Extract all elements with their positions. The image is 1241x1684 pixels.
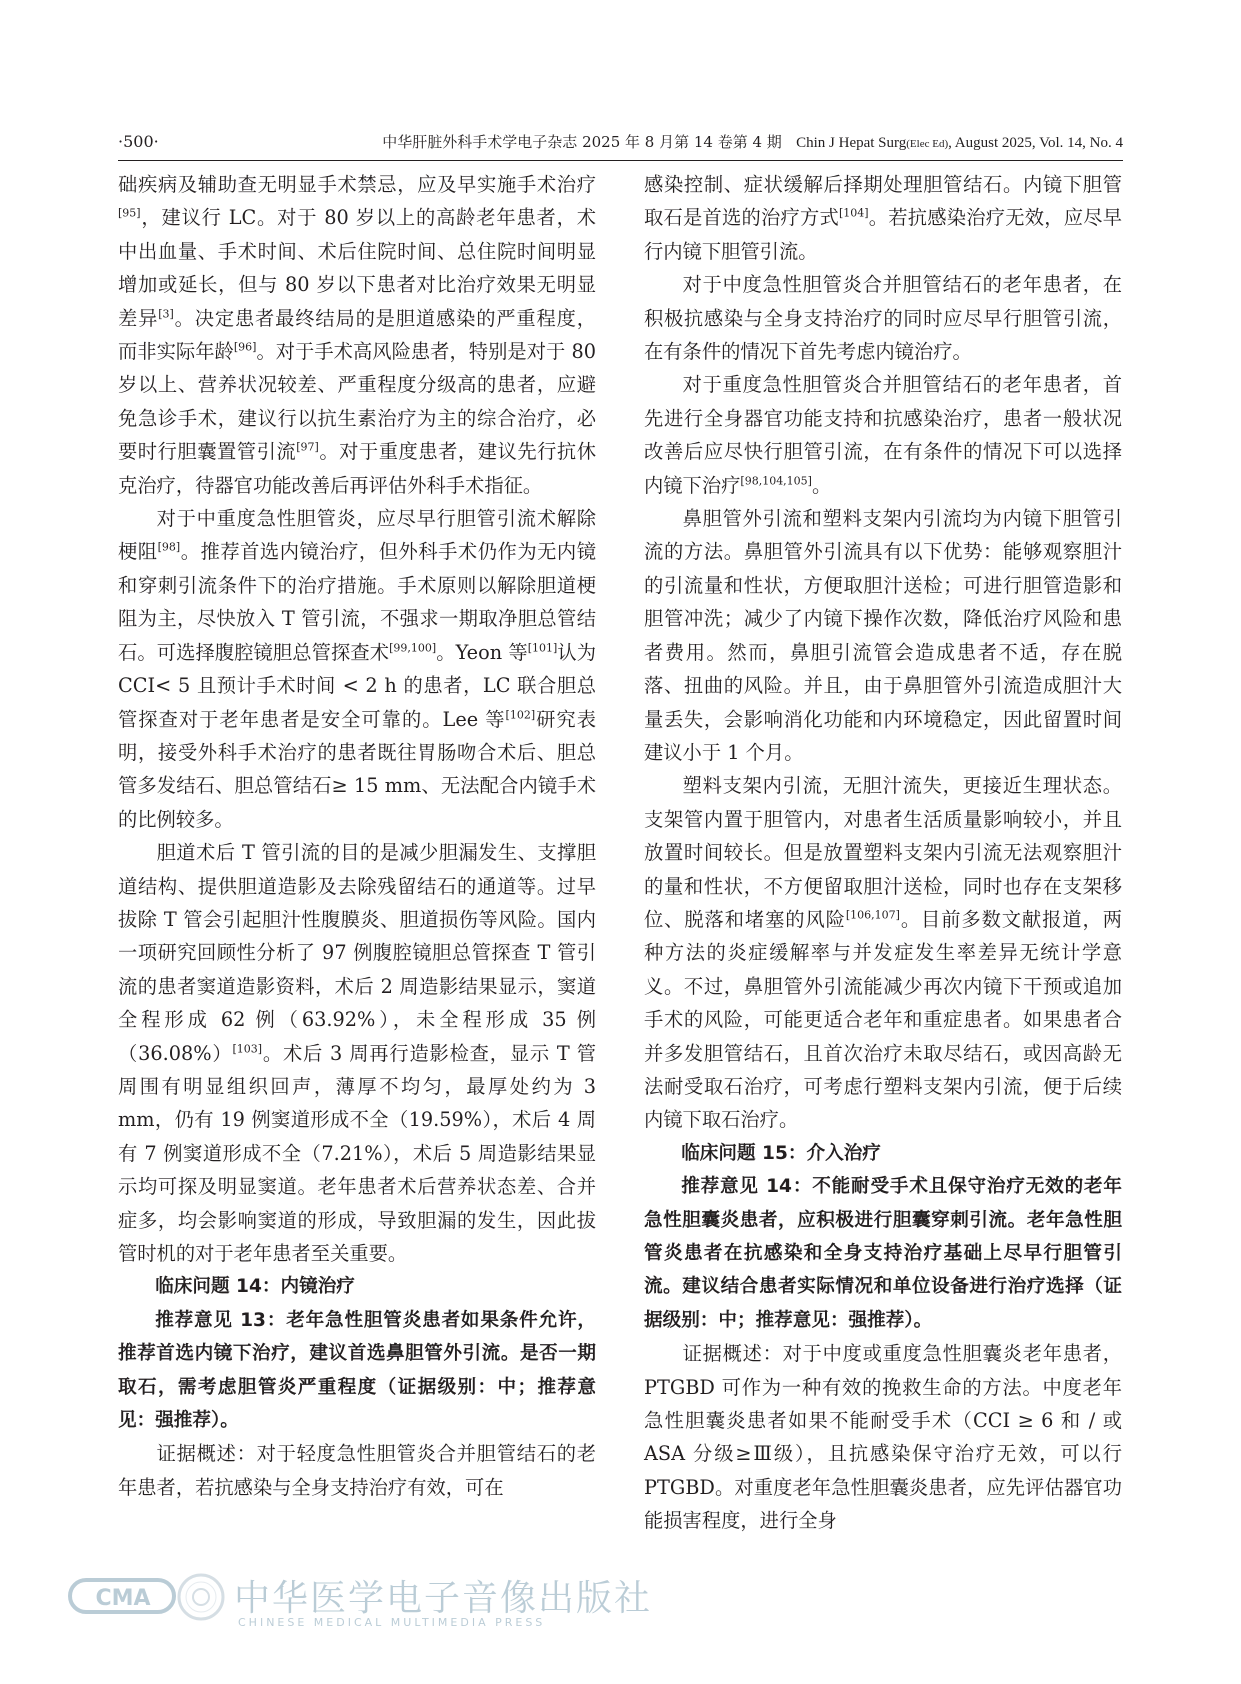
citation-ref[interactable]: [97] — [296, 440, 319, 454]
journal-issue-en: , August 2025, Vol. 14, No. 4 — [948, 135, 1123, 151]
citation-ref[interactable]: [98] — [157, 541, 181, 555]
citation-ref[interactable]: [3] — [158, 307, 174, 321]
section-heading-15: 临床问题 15：介入治疗 — [681, 1142, 881, 1164]
paragraph: 础疾病及辅助查无明显手术禁忌，应及早实施手术治疗[95]，建议行 LC。对于 80 岁以上的高龄老年患者，术中出血量、手术时间、术后住院时间、总住院时间明显增加或延长，但与 80 岁以下患者对比治疗效果无明显差异[3]。决定患者最终结局的是胆道感染的严重程度，而非实际年龄[96]。对于手术高风险患者，特别是对于 80 岁以上、营养状况较差、严重程度分级高的患者，应避免急诊手术，建议行以抗生素治疗为主的综合治疗，必要时行胆囊置管引流[97]。对于重度患者，建议先行抗休克治疗，待器官功能改善后再评估外科手术指征。 — [118, 173, 597, 497]
journal-citation — [382, 130, 1123, 156]
paragraph: 对于重度急性胆管炎合并胆管结石的老年患者，首先进行全身器官功能支持和抗感染治疗，患者一般状况改善后应尽快行胆管引流，在有条件的情况下可以选择内镜下治疗[98,104,105]。 — [644, 373, 1122, 497]
citation-ref[interactable]: [104] — [838, 206, 869, 220]
section-heading-14: 临床问题 14：内镜治疗 — [155, 1276, 355, 1298]
paragraph: 对于中度急性胆管炎合并胆管结石的老年患者，在积极抗感染与全身支持治疗的同时应尽早行胆管引流，在有条件的情况下首先考虑内镜治疗。 — [644, 273, 1122, 364]
citation-ref[interactable]: [96] — [233, 340, 257, 354]
left-column — [118, 168, 596, 1504]
page-header — [118, 130, 1123, 154]
journal-name-cn: 中华肝脏外科手术学电子杂志 2025 年 8 月第 14 卷第 4 期 — [382, 133, 782, 151]
paragraph: 鼻胆管外引流和塑料支架内引流均为内镜下胆管引流的方法。鼻胆管外引流具有以下优势：能够观察胆汁的引流量和性状，方便取胆汁送检；可进行胆管造影和胆管冲洗；减少了内镜下操作次数，降低治疗风险和患者费用。然而，鼻胆引流管会造成患者不适，存在脱落、扭曲的风险。并且，由于鼻胆管外引流造成胆汁大量丢失，会影响消化功能和内环境稳定，因此留置时间建议小于 1 个月。 — [644, 507, 1122, 764]
recommendation-13: 推荐意见 13：老年急性胆管炎患者如果条件允许，推荐首选内镜下治疗，建议首选鼻胆管外引流。是否一期取石，需考虑胆管炎严重程度（证据级别：中；推荐意见：强推荐）。 — [118, 1309, 596, 1432]
paragraph: 证据概述：对于中度或重度急性胆囊炎老年患者，PTGBD 可作为一种有效的挽救生命的方法。中度老年急性胆囊炎患者如果不能耐受手术（CCI ≥ 6 和 / 或 ASA 分级≥Ⅲ级），且抗感染保守治疗无效，可以行 PTGBD。对重度老年急性胆囊炎患者，应先评估器官功能损害程度，进行全身 — [644, 1342, 1122, 1533]
page-number: ·500· — [118, 132, 159, 151]
citation-ref[interactable]: [106,107] — [845, 908, 900, 922]
journal-edition: (Elec Ed) — [906, 138, 949, 150]
citation-ref[interactable]: [99,100] — [389, 641, 437, 655]
citation-ref[interactable]: [103] — [232, 1042, 263, 1056]
disc-icon — [176, 1572, 226, 1622]
paragraph: 胆道术后 T 管引流的目的是减少胆漏发生、支撑胆道结构、提供胆道造影及去除残留结石的通道等。过早拔除 T 管会引起胆汁性腹膜炎、胆道损伤等风险。国内一项研究回顾性分析了 97 例腹腔镜胆总管探查 T 管引流的患者窦道造影资料，术后 2 周造影结果显示，窦道全程形成 62 例（63.92%），未全程形成 35 例（36.08%）[103]。术后 3 周再行造影检查，显示 T 管周围有明显组织回声，薄厚不均匀，最厚处约为 3 mm，仍有 19 例窦道形成不全（19.59%），术后 4 周有 7 例窦道形成不全（7.21%），术后 5 周造影结果显示均可探及明显窦道。老年患者术后营养状态差、合并症多，均会影响窦道的形成，导致胆漏的发生，因此拔管时机的对于老年患者至关重要。 — [118, 841, 596, 1265]
paragraph: 塑料支架内引流，无胆汁流失，更接近生理状态。支架管内置于胆管内，对患者生活质量影响较小，并且放置时间较长。但是放置塑料支架内引流无法观察胆汁的量和性状，不方便留取胆汁送检，同时也存在支架移位、脱落和堵塞的风险[106,107]。目前多数文献报道，两种方法的炎症缓解率与并发症发生率差异无统计学意义。不过，鼻胆管外引流能减少再次内镜下干预或追加手术的风险，可能更适合老年和重症患者。如果患者合并多发胆管结石，且首次治疗未取尽结石，或因高龄无法耐受取石治疗，可考虑行塑料支架内引流，便于后续内镜下取石治疗。 — [644, 774, 1123, 1132]
citation-ref[interactable]: [95] — [118, 206, 141, 220]
paragraph: 证据概述：对于轻度急性胆管炎合并胆管结石的老年患者，若抗感染与全身支持治疗有效，可在 — [118, 1442, 596, 1499]
paragraph: 对于中重度急性胆管炎，应尽早行胆管引流术解除梗阻[98]。推荐首选内镜治疗，但外科手术仍作为无内镜和穿刺引流条件下的治疗措施。手术原则以解除胆道梗阻为主，尽快放入 T 管引流，不强求一期取净胆总管结石。可选择腹腔镜胆总管探查术[99,100]。Yeon 等[101]认为 CCI< 5 且预计手术时间 < 2 h 的患者，LC 联合胆总管探查对于老年患者是安全可靠的。Lee 等[102]研究表明，接受外科手术治疗的患者既往胃肠吻合术后、胆总管多发结石、胆总管结石≥ 15 mm、无法配合内镜手术的比例较多。 — [118, 507, 597, 831]
citation-ref[interactable]: [102] — [505, 708, 536, 722]
citation-ref[interactable]: [98,104,105] — [740, 474, 812, 488]
journal-name-en: Chin J Hepat Surg — [796, 135, 907, 151]
press-name-en: CHINESE MEDICAL MULTIMEDIA PRESS — [238, 1616, 546, 1629]
recommendation-14: 推荐意见 14：不能耐受手术且保守治疗无效的老年急性胆囊炎患者，应积极进行胆囊穿刺引流。老年急性胆管炎患者在抗感染和全身支持治疗基础上尽早行胆管引流。建议结合患者实际情况和单位设备进行治疗选择（证据级别：中；推荐意见：强推荐）。 — [644, 1176, 1122, 1331]
press-name-cn: 中华医学电子音像出版社 — [234, 1578, 653, 1619]
paragraph: 感染控制、症状缓解后择期处理胆管结石。内镜下胆管取石是首选的治疗方式[104]。若抗感染治疗无效，应尽早行内镜下胆管引流。 — [644, 173, 1123, 263]
header-rule — [118, 160, 1123, 161]
right-column — [644, 168, 1122, 1538]
citation-ref[interactable]: [101] — [527, 641, 558, 655]
publisher-logo — [68, 1566, 653, 1636]
cma-logo-icon — [68, 1576, 178, 1616]
svg-text:CMA: CMA — [95, 1586, 151, 1611]
